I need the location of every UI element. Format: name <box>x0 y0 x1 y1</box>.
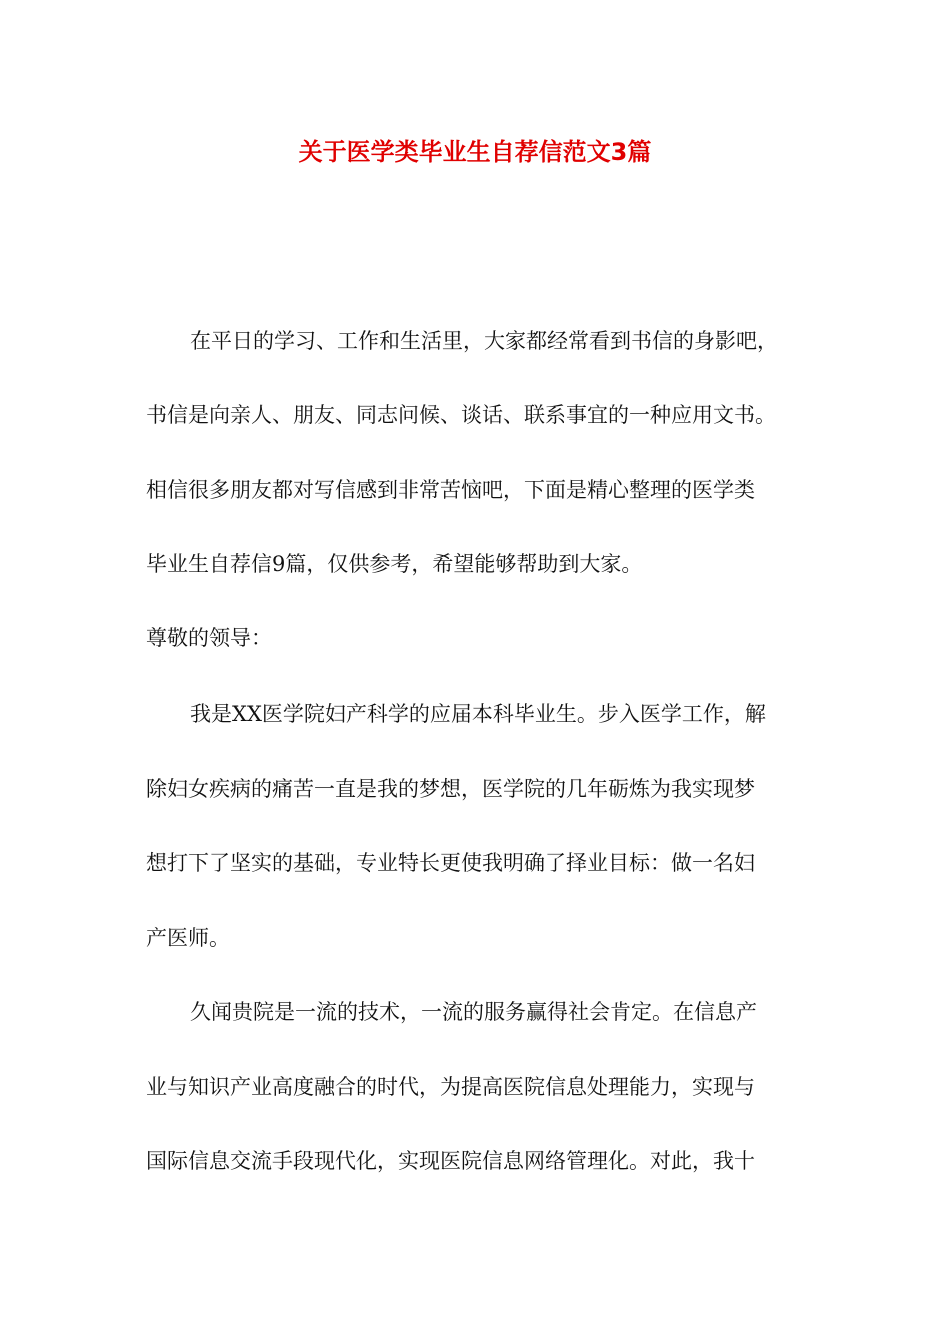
paragraph-line: 想打下了坚实的基础，专业特长更使我明确了择业目标：做一名妇 <box>146 851 755 875</box>
paragraph-line: 业与知识产业高度融合的时代，为提高医院信息处理能力，实现与 <box>146 1075 755 1099</box>
paragraph-line: 产医师。 <box>146 926 230 950</box>
salutation: 尊敬的领导： <box>146 626 272 650</box>
paragraph-line: 除妇女疾病的痛苦一直是我的梦想，医学院的几年砺炼为我实现梦 <box>146 777 755 801</box>
paragraph-line: 国际信息交流手段现代化，实现医院信息网络管理化。对此，我十 <box>146 1149 755 1173</box>
paragraph-line: 在平日的学习、工作和生活里，大家都经常看到书信的身影吧， <box>190 329 778 353</box>
paragraph-line: 我是XX医学院妇产科学的应届本科毕业生。步入医学工作，解 <box>190 702 766 726</box>
document-title: 关于医学类毕业生自荐信范文3篇 <box>298 138 652 166</box>
paragraph-line: 相信很多朋友都对写信感到非常苦恼吧，下面是精心整理的医学类 <box>146 478 755 502</box>
paragraph-line: 久闻贵院是一流的技术，一流的服务赢得社会肯定。在信息产 <box>190 1000 757 1024</box>
paragraph-line: 毕业生自荐信9篇，仅供参考，希望能够帮助到大家。 <box>146 552 643 576</box>
paragraph-line: 书信是向亲人、朋友、同志问候、谈话、联系事宜的一种应用文书。 <box>146 403 776 427</box>
